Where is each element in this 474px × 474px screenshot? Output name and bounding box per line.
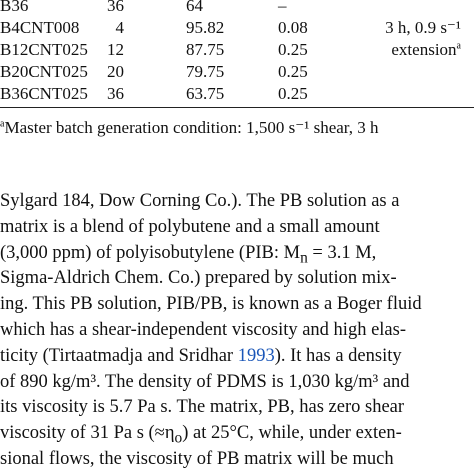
line-text: (3,000 ppm) of polyisobutylene (PIB: M — [0, 242, 301, 263]
paragraph-line: Sylgard 184, Dow Corning Co.). The PB solution as a — [0, 191, 400, 211]
paragraph-line: matrix is a blend of polybutene and a small amount — [0, 216, 380, 237]
subscript: o — [174, 429, 183, 447]
line-text: viscosity of 31 Pa s (≈η — [0, 423, 175, 444]
line-text: = 3.1 M, — [307, 242, 377, 263]
generation-condition: 3 h, 0.9 s⁻¹ — [385, 18, 461, 37]
table-row — [0, 61, 474, 83]
sample-fraction: 0.25 — [278, 84, 308, 103]
table-row — [0, 17, 474, 39]
subscript: n — [300, 249, 308, 267]
sample-name: B20CNT025 — [0, 62, 88, 81]
paragraph-line — [0, 421, 474, 447]
sample-value: 64 — [186, 0, 203, 15]
table-row — [0, 39, 474, 61]
paragraph-line — [0, 344, 474, 370]
sample-number: 4 — [115, 18, 124, 37]
condition-text: extension — [391, 40, 457, 59]
paragraph-line: Sigma-Aldrich Chem. Co.) prepared by solution mix- — [0, 268, 397, 289]
sample-fraction: 0.25 — [278, 62, 308, 81]
generation-condition — [391, 39, 461, 61]
sample-name: B12CNT025 — [0, 40, 88, 59]
line-text: ). It has a density — [274, 345, 402, 366]
table-row — [0, 0, 474, 17]
body-paragraph — [0, 189, 474, 473]
line-text: ) at 25°C, while, under exten- — [182, 423, 402, 444]
paragraph-line: its viscosity is 5.7 Pa s. The matrix, PB, has zero shear — [0, 397, 405, 418]
paragraph-line: sional flows, the viscosity of PB matrix will be much — [0, 448, 394, 469]
footnote-marker: a — [0, 118, 5, 130]
footnote-text: Master batch generation condition: 1,500 s⁻¹ shear, 3 h — [4, 118, 379, 137]
sample-value: 87.75 — [186, 40, 225, 59]
sample-fraction: 0.08 — [278, 18, 308, 37]
paragraph-line: ing. This PB solution, PIB/PB, is known as a Boger fluid — [0, 294, 422, 315]
paragraph-line: which has a shear-independent viscosity and high elas- — [0, 319, 406, 340]
paragraph-line: of 890 kg/m³. The density of PDMS is 1,030 kg/m³ and — [0, 371, 410, 392]
citation-link[interactable]: 1993 — [237, 345, 275, 366]
table-footnote — [0, 117, 474, 139]
sample-number: 12 — [107, 40, 124, 59]
sample-value: 63.75 — [186, 84, 225, 103]
sample-name: B4CNT008 — [0, 18, 80, 37]
sample-number: 36 — [107, 0, 124, 15]
footnote-marker: a — [456, 40, 461, 52]
sample-value: 95.82 — [186, 18, 225, 37]
sample-number: 20 — [107, 62, 124, 81]
sample-value: 79.75 — [186, 62, 225, 81]
sample-number: 36 — [107, 84, 124, 103]
sample-fraction: 0.25 — [278, 40, 308, 59]
paragraph-line — [0, 241, 474, 267]
line-text: ticity (Tirtaatmadja and Sridhar — [0, 345, 238, 366]
table-row — [0, 83, 474, 105]
table-bottom-rule — [0, 107, 474, 108]
sample-name: B36 — [0, 0, 29, 15]
composition-table — [0, 0, 474, 107]
sample-fraction: – — [278, 0, 287, 15]
sample-name: B36CNT025 — [0, 84, 88, 103]
